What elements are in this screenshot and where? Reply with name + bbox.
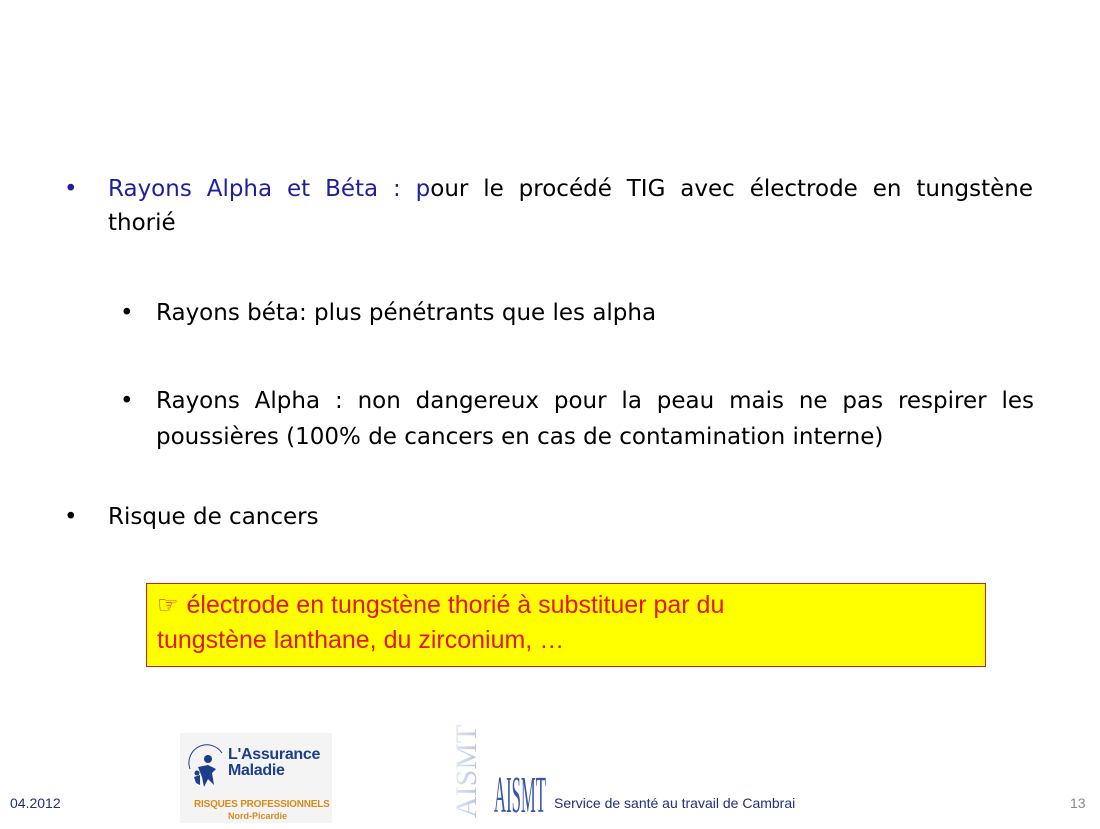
aismt-logo — [450, 724, 550, 825]
sub-bullet-text — [156, 383, 1034, 455]
svg-text:AISMT: AISMT — [494, 766, 546, 825]
sub-bullet-line-2: poussières (100% de cancers en cas de contamination interne) — [156, 424, 884, 450]
recommendation-line-1 — [157, 588, 975, 623]
recommendation-box — [146, 583, 986, 667]
footer-service: Service de santé au travail de Cambrai — [554, 795, 796, 811]
assurance-emblem-icon — [184, 739, 228, 799]
bullet-text — [108, 172, 1033, 240]
svg-text:AISMT: AISMT — [450, 724, 483, 818]
assurance-subtitle: RISQUES PROFESSIONNELS — [194, 799, 330, 810]
assurance-region: Nord-Picardie — [228, 811, 288, 821]
pointing-hand-icon: ☞ — [157, 591, 179, 619]
footer-date: 04.2012 — [10, 795, 61, 811]
bullet-line-1 — [108, 172, 1033, 206]
sub-bullet-line-1: Rayons Alpha : non dangereux pour la peau mais ne pas respirer les — [156, 388, 1034, 414]
recommendation-text-1: électrode en tungstène thorié à substituer par du — [186, 591, 725, 619]
sub-bullet-text: Rayons béta: plus pénétrants que les alpha — [156, 300, 657, 326]
bullet-marker: • — [120, 388, 134, 414]
bullet-marker: • — [120, 300, 134, 326]
bullet-line-2: thorié — [108, 210, 176, 236]
bullet-lead: Rayons Alpha et Béta : p — [108, 176, 431, 202]
assurance-title-line-2: Maladie — [228, 762, 285, 779]
assurance-title — [228, 747, 320, 779]
bullet-rest: our le procédé TIG avec électrode en tungstène — [430, 176, 1033, 202]
assurance-maladie-logo — [180, 733, 332, 823]
bullet-text: Risque de cancers — [108, 504, 319, 530]
bullet-marker: • — [64, 504, 78, 530]
page-number: 13 — [1070, 795, 1086, 811]
assurance-title-line-1: L'Assurance — [228, 746, 321, 763]
recommendation-line-2: tungstène lanthane, du zirconium, … — [157, 626, 565, 654]
aismt-logo-graphic — [450, 724, 550, 825]
bullet-marker: • — [64, 176, 78, 202]
